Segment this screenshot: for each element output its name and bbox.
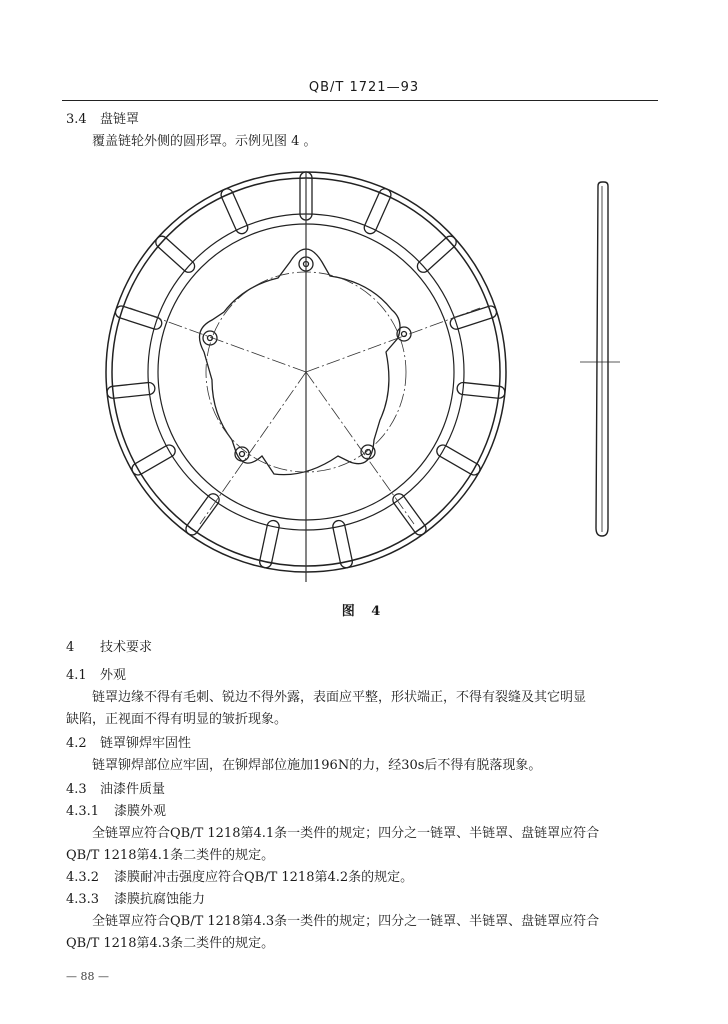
section-number: 4.3.1: [66, 804, 100, 819]
section-title: 链罩铆焊牢固性: [100, 736, 192, 751]
section-title: 漆膜抗腐蚀能力: [114, 892, 206, 907]
section-4-1-heading: [66, 668, 126, 684]
section-title: 外观: [100, 668, 127, 683]
mounting-holes: [203, 257, 411, 461]
center-line-radial: [200, 372, 306, 524]
section-4-3-2-line: [66, 870, 413, 886]
slot: [130, 443, 178, 477]
slot: [219, 187, 249, 236]
section-number: 4: [66, 640, 75, 655]
section-4-2-heading: [66, 736, 191, 752]
section-4-heading: [66, 640, 152, 656]
running-header: QB/T 1721—93: [308, 80, 420, 95]
section-4-3-3-heading: [66, 892, 205, 908]
section-4-3-1-heading: [66, 804, 166, 820]
section-number: 4.2: [66, 736, 87, 751]
section-4-3-heading: [66, 782, 165, 798]
section-4-3-1-text-1: 全链罩应符合QB/T 1218第4.1条一类件的规定；四分之一链罩、半链罩、盘链罩应符合: [92, 826, 600, 841]
center-line-radial: [130, 308, 306, 372]
section-4-3-3-text-2: QB/T 1218第4.3条二类件的规定。: [66, 936, 275, 951]
section-number: 3.4: [66, 112, 87, 127]
center-line-radial: [306, 372, 414, 524]
section-title: 漆膜外观: [114, 804, 167, 819]
figure-caption: 图 4: [341, 604, 387, 619]
mounting-hole: [402, 332, 407, 337]
section-text: 漆膜耐冲击强度应符合QB/T 1218第4.2条的规定。: [114, 870, 414, 885]
section-4-1-text-2: 缺陷，正视面不得有明显的皱折现象。: [66, 712, 288, 727]
section-title: 技术要求: [100, 640, 153, 655]
section-number: 4.3: [66, 782, 87, 797]
slot: [415, 234, 459, 275]
section-title: 油漆件质量: [100, 782, 166, 797]
section-3-4-definition: 覆盖链轮外侧的圆形罩。示例见图 4 。: [92, 134, 317, 149]
section-4-3-3-text-1: 全链罩应符合QB/T 1218第4.3条一类件的规定；四分之一链罩、半链罩、盘链罩应符合: [92, 914, 600, 929]
section-4-3-1-text-2: QB/T 1218第4.1条二类件的规定。: [66, 848, 275, 863]
section-title: 盘链罩: [100, 112, 140, 127]
slot: [449, 304, 498, 330]
section-4-2-text: 链罩铆焊部位应牢固，在铆焊部位施加196N的力，经30s后不得有脱落现象。: [92, 758, 542, 773]
inner-cutout: [200, 249, 401, 475]
section-4-1-text-1: 链罩边缘不得有毛刺、锐边不得外露，表面应平整，形状端正，不得有裂缝及其它明显: [92, 690, 587, 705]
section-number: 4.3.3: [66, 892, 100, 907]
slot: [362, 187, 392, 236]
section-number: 4.1: [66, 668, 87, 683]
slot: [184, 491, 222, 537]
page-number: — 88 —: [66, 970, 109, 983]
slot: [435, 443, 483, 477]
mounting-hole: [240, 452, 245, 457]
slot: [153, 234, 197, 275]
section-number: 4.3.2: [66, 870, 100, 885]
